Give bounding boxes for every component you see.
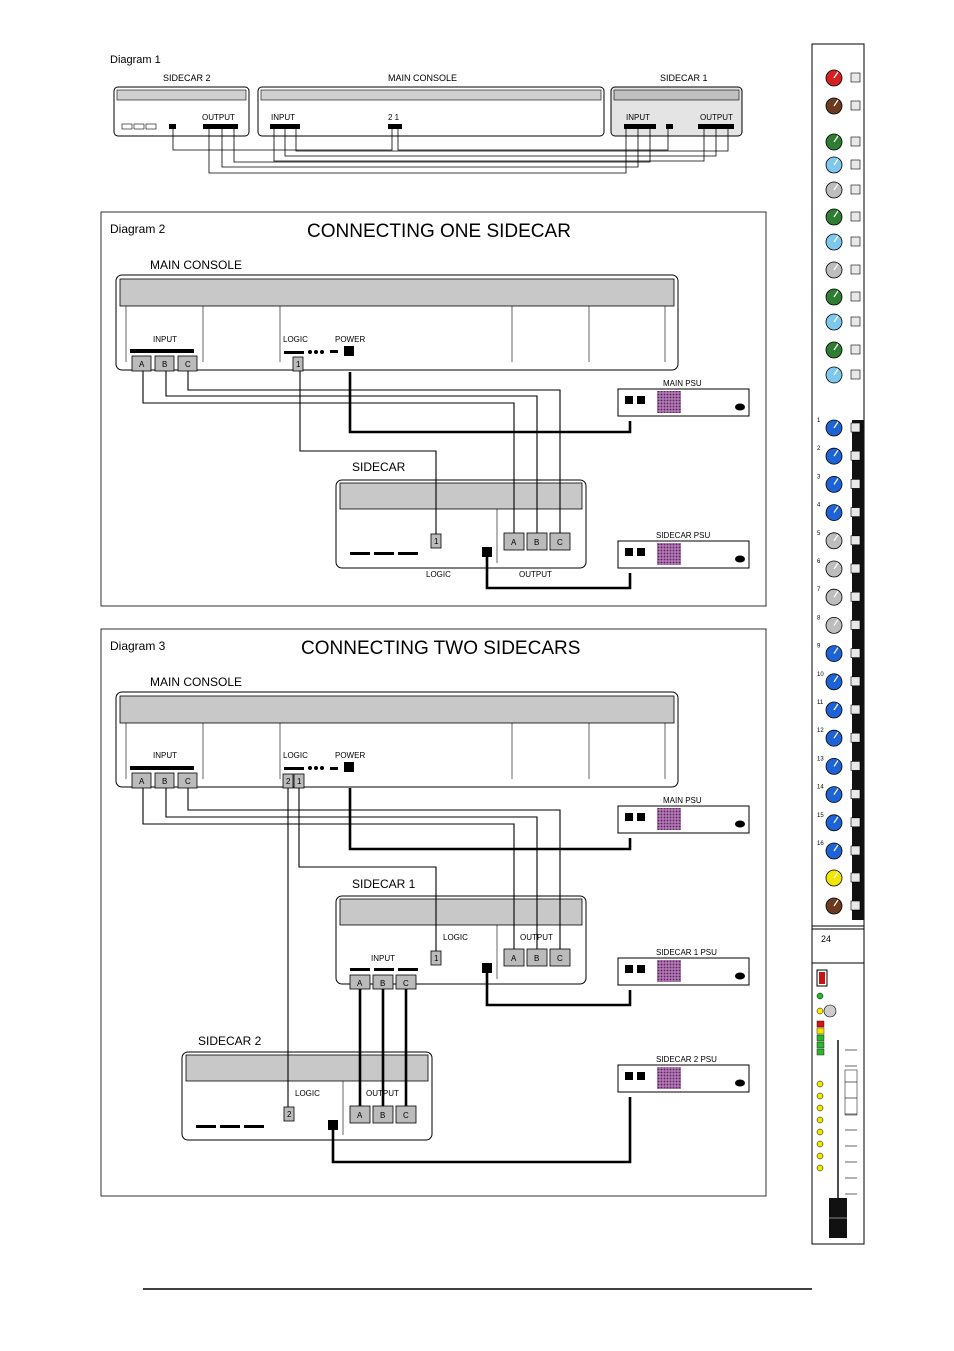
aux-knob-2-switch bbox=[851, 451, 860, 460]
sc2-logic-number: 2 bbox=[287, 1110, 292, 1119]
channel-strip-graphic bbox=[812, 44, 864, 1244]
aux-knob-12-switch bbox=[851, 733, 860, 742]
aux-knob-11-switch bbox=[851, 705, 860, 714]
diagram-2-caption: Diagram 2 bbox=[110, 222, 166, 236]
diagram-3-main-console bbox=[116, 692, 678, 788]
sidecar-psu-label: SIDECAR PSU bbox=[656, 531, 711, 540]
aux-number-14: 14 bbox=[817, 784, 824, 791]
sidecar-1-label: SIDECAR 1 bbox=[352, 877, 416, 891]
d3-logic-number-1: 1 bbox=[297, 777, 302, 786]
sc2-out-b: B bbox=[380, 1111, 386, 1120]
d3-connector-a: A bbox=[139, 777, 145, 786]
aux-knob-15-switch bbox=[851, 818, 860, 827]
group-led-4 bbox=[817, 1117, 823, 1123]
diagram-3-caption: Diagram 3 bbox=[110, 639, 166, 653]
sidecar-2-label: SIDECAR 2 bbox=[198, 1034, 262, 1048]
sidecar-1-psu-label: SIDECAR 1 PSU bbox=[656, 948, 717, 957]
eq-knob-8-switch bbox=[851, 265, 860, 274]
diagram-2-sidecar bbox=[336, 480, 586, 579]
aux-number-5: 5 bbox=[817, 530, 821, 537]
diagram-3-sidecar-1 bbox=[336, 896, 586, 989]
sc2-out-c: C bbox=[403, 1111, 409, 1120]
d3-input-label: INPUT bbox=[153, 751, 177, 760]
eq-knob-7-switch bbox=[851, 237, 860, 246]
power-label: POWER bbox=[335, 335, 366, 344]
sc2-logic-label: LOGIC bbox=[295, 1089, 320, 1098]
d3-power-label: POWER bbox=[335, 751, 366, 760]
d3-logic-label: LOGIC bbox=[283, 751, 308, 760]
aux-number-15: 15 bbox=[817, 812, 824, 819]
trim-knob-switch bbox=[851, 901, 860, 910]
d3-connector-b: B bbox=[162, 777, 168, 786]
group-led-6 bbox=[817, 1141, 823, 1147]
aux-knob-8-switch bbox=[851, 620, 860, 629]
eq-knob-3-switch bbox=[851, 137, 860, 146]
sc-connector-b: B bbox=[534, 538, 540, 547]
aux-knob-14-switch bbox=[851, 790, 860, 799]
aux-knob-3-switch bbox=[851, 479, 860, 488]
sc-connector-a: A bbox=[511, 538, 517, 547]
main-console-title: MAIN CONSOLE bbox=[388, 73, 458, 83]
connector-b: B bbox=[162, 360, 168, 369]
d3-connector-c: C bbox=[185, 777, 191, 786]
sc1-in-b: B bbox=[380, 979, 386, 988]
sc1-out-c: C bbox=[557, 954, 563, 963]
sc1-out-a: A bbox=[511, 954, 517, 963]
sc1-output-label-d3: OUTPUT bbox=[520, 933, 553, 942]
eq-knob-5-switch bbox=[851, 185, 860, 194]
aux-number-13: 13 bbox=[817, 756, 824, 763]
logic-label: LOGIC bbox=[283, 335, 308, 344]
eq-knob-4-switch bbox=[851, 160, 860, 169]
eq-knob-1-switch bbox=[851, 73, 860, 82]
connector-a: A bbox=[139, 360, 145, 369]
group-led-5 bbox=[817, 1129, 823, 1135]
eq-knob-9-switch bbox=[851, 292, 860, 301]
aux-knob-7-switch bbox=[851, 592, 860, 601]
aux-number-2: 2 bbox=[817, 446, 821, 453]
diagram-1-main-console-unit bbox=[258, 87, 604, 136]
sidecar-1-title: SIDECAR 1 bbox=[660, 73, 708, 83]
sc1-input-label-d3: INPUT bbox=[371, 954, 395, 963]
aux-number-12: 12 bbox=[817, 728, 824, 735]
diagram-3 bbox=[101, 629, 766, 1196]
d3-main-console-label: MAIN CONSOLE bbox=[150, 675, 243, 689]
diagram-3-sidecar-2 bbox=[182, 1052, 432, 1140]
sc2-out-a: A bbox=[357, 1111, 363, 1120]
diagram-3-heading: CONNECTING TWO SIDECARS bbox=[301, 638, 581, 659]
sc1-input-label: INPUT bbox=[626, 113, 650, 122]
aux-knob-1-switch bbox=[851, 423, 860, 432]
aux-number-10: 10 bbox=[817, 671, 824, 678]
eq-knob-2-switch bbox=[851, 101, 860, 110]
channel-number: 24 bbox=[821, 934, 832, 944]
d3-logic-number-2: 2 bbox=[286, 777, 291, 786]
sc2-output-label: OUTPUT bbox=[202, 113, 235, 122]
input-label: INPUT bbox=[153, 335, 177, 344]
sc-output-label: OUTPUT bbox=[519, 570, 552, 579]
sc1-in-c: C bbox=[403, 979, 409, 988]
sc1-logic-number: 1 bbox=[434, 954, 439, 963]
aux-knob-13-switch bbox=[851, 761, 860, 770]
aux-number-3: 3 bbox=[817, 474, 821, 481]
sidecar-2-title: SIDECAR 2 bbox=[163, 73, 211, 83]
aux-knob-10-switch bbox=[851, 677, 860, 686]
aux-number-16: 16 bbox=[817, 841, 824, 847]
aux-number-11: 11 bbox=[817, 700, 824, 706]
sc1-out-b: B bbox=[534, 954, 540, 963]
group-led-3 bbox=[817, 1105, 823, 1111]
diagram-2-heading: CONNECTING ONE SIDECAR bbox=[307, 221, 571, 242]
aux-number-6: 6 bbox=[817, 559, 821, 565]
eq-knob-10-switch bbox=[851, 317, 860, 326]
sc-logic-connector-number: 1 bbox=[434, 537, 439, 546]
diagram-1-sidecar-2-unit bbox=[114, 87, 249, 136]
sc-logic-label: LOGIC bbox=[426, 570, 451, 579]
aux-number-9: 9 bbox=[817, 643, 821, 650]
sidecar-2-psu-label: SIDECAR 2 PSU bbox=[656, 1055, 717, 1064]
sc1-output-label: OUTPUT bbox=[700, 113, 733, 122]
aux-knob-5-switch bbox=[851, 536, 860, 545]
sc-connector-c: C bbox=[557, 538, 563, 547]
eq-knob-11-switch bbox=[851, 345, 860, 354]
diagram-2-main-console bbox=[116, 275, 678, 371]
aux-number-7: 7 bbox=[817, 587, 821, 594]
group-led-7 bbox=[817, 1153, 823, 1159]
group-led-8 bbox=[817, 1165, 823, 1171]
sidecar-label: SIDECAR bbox=[352, 460, 406, 474]
aux-knob-9-switch bbox=[851, 649, 860, 658]
aux-number-4: 4 bbox=[817, 502, 821, 509]
aux-knob-16-switch bbox=[851, 846, 860, 855]
eq-knob-12-switch bbox=[851, 370, 860, 379]
main-console-label: MAIN CONSOLE bbox=[150, 258, 243, 272]
main-logic-numbers: 2 1 bbox=[388, 113, 400, 122]
logic-connector-number: 1 bbox=[296, 360, 301, 369]
pan-knob-switch bbox=[851, 873, 860, 882]
connector-c: C bbox=[185, 360, 191, 369]
group-led-1 bbox=[817, 1081, 823, 1087]
main-psu-label: MAIN PSU bbox=[663, 379, 702, 388]
d3-main-psu-label: MAIN PSU bbox=[663, 796, 702, 805]
group-led-2 bbox=[817, 1093, 823, 1099]
diagram-2 bbox=[101, 212, 766, 606]
aux-knob-4-switch bbox=[851, 508, 860, 517]
aux-number-1: 1 bbox=[817, 418, 821, 424]
sc1-in-a: A bbox=[357, 979, 363, 988]
main-input-label: INPUT bbox=[271, 113, 295, 122]
diagram-1-caption: Diagram 1 bbox=[110, 54, 161, 66]
aux-number-8: 8 bbox=[817, 615, 821, 622]
diagram-1 bbox=[110, 54, 742, 173]
diagram-1-sidecar-1-unit bbox=[611, 87, 742, 136]
sc1-logic-label: LOGIC bbox=[443, 933, 468, 942]
eq-knob-6-switch bbox=[851, 212, 860, 221]
sc2-output-label-d3: OUTPUT bbox=[366, 1089, 399, 1098]
aux-knob-6-switch bbox=[851, 564, 860, 573]
